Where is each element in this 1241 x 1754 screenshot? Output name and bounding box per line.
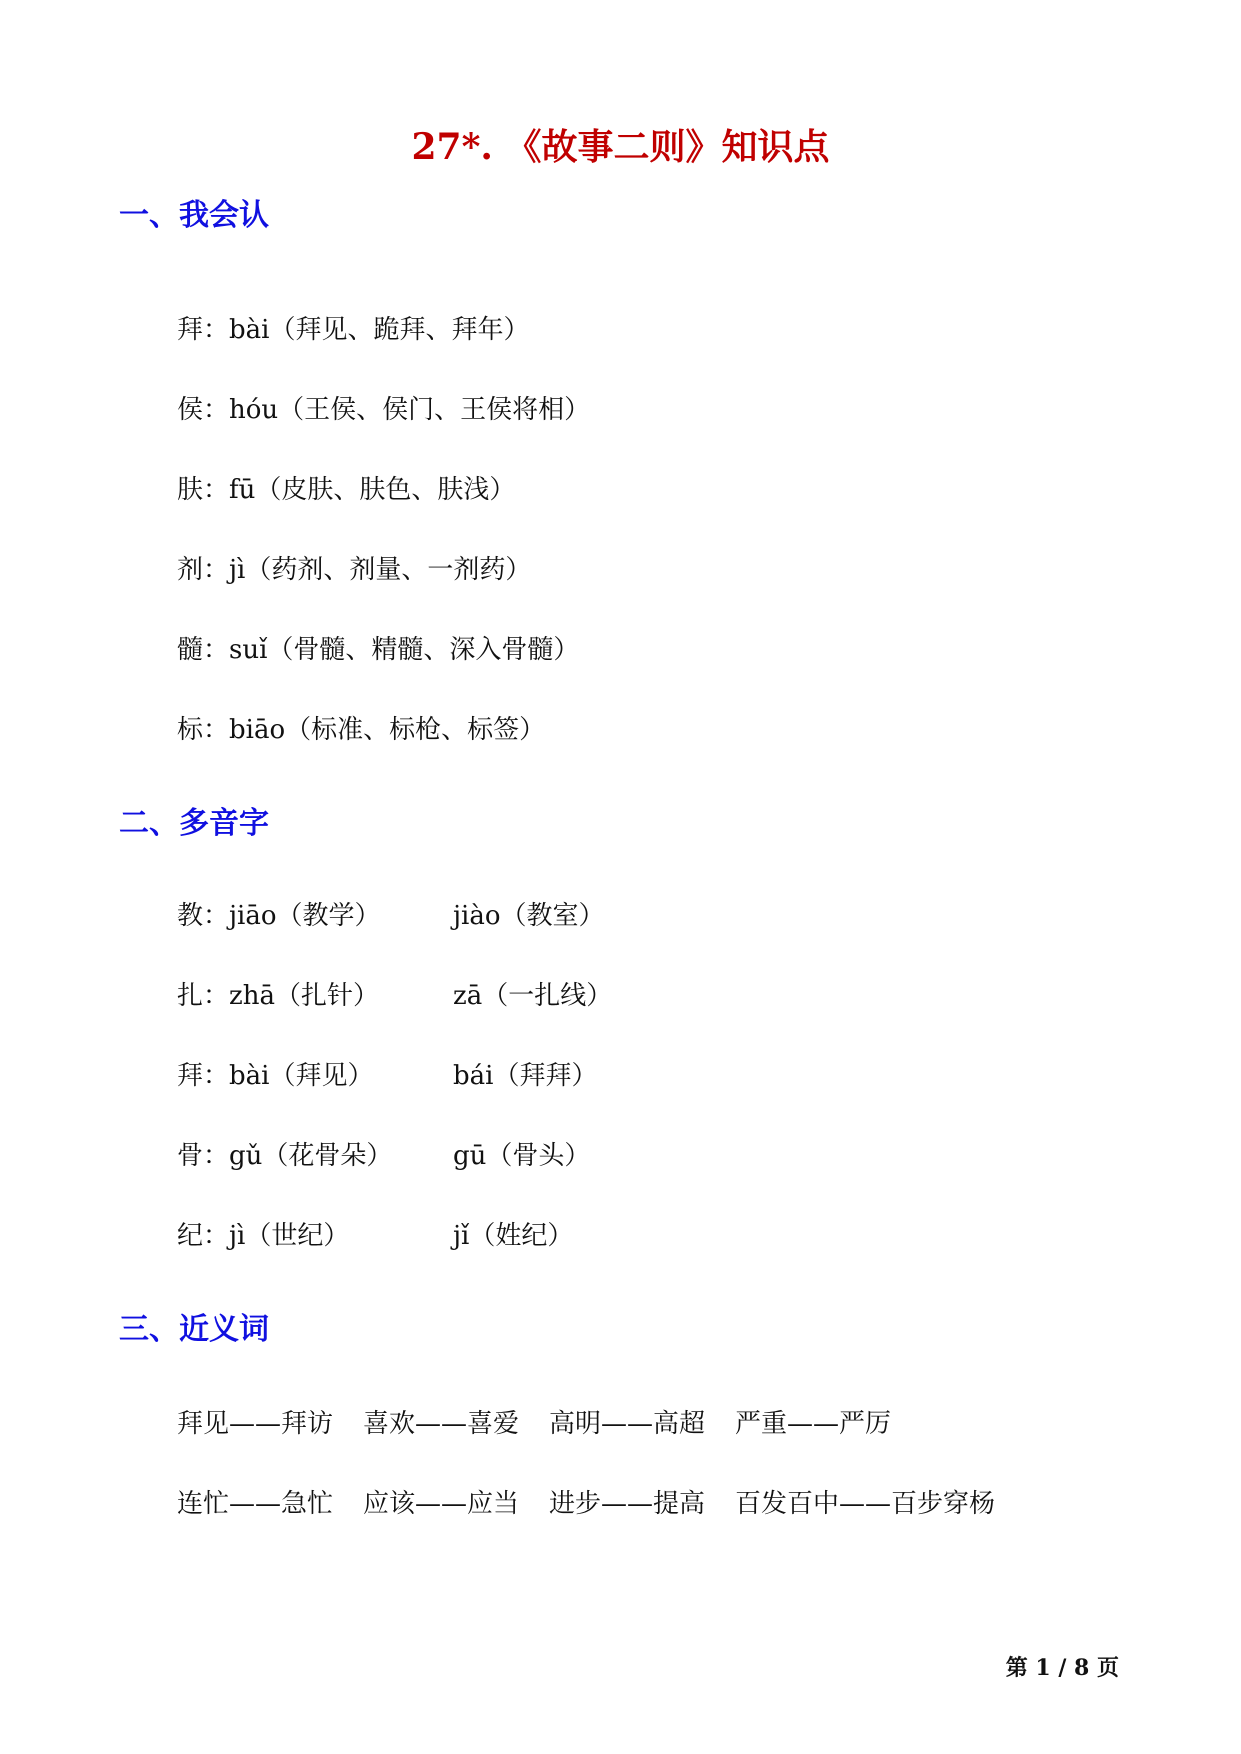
polyphone-reading-b: gū（骨头） (453, 1141, 591, 1171)
polyphone-reading-b: bái（拜拜） (453, 1061, 598, 1091)
list-item: 侯：hóu（王侯、侯门、王侯将相） (177, 395, 591, 425)
polyphone-reading-a: 纪：jì（世纪） (177, 1221, 350, 1251)
page-title: 27*. 《故事二则》知识点 (411, 126, 830, 168)
polyphone-reading-b: jiào（教室） (453, 901, 605, 931)
synonym-line (177, 1486, 1025, 1522)
polyphone-reading-a: 教：jiāo（教学） (177, 901, 381, 931)
polyphone-row (177, 1218, 573, 1254)
polyphone-reading-b: jǐ（姓纪） (453, 1221, 574, 1251)
synonym-pair: 拜见——拜访 (177, 1409, 334, 1439)
polyphone-reading-a: 扎：zhā（扎针） (177, 981, 379, 1011)
list-item: 拜：bài（拜见、跪拜、拜年） (177, 315, 530, 345)
page-number: 第 1 / 8 页 (1005, 1655, 1119, 1681)
polyphone-row (177, 1138, 590, 1174)
section-heading-polyphones: 二、多音字 (119, 806, 269, 841)
list-item: 肤：fū（皮肤、肤色、肤浅） (177, 475, 516, 505)
polyphone-row (177, 1058, 597, 1094)
polyphone-reading-a: 拜：bài（拜见） (177, 1061, 374, 1091)
synonym-pair: 进步——提高 (549, 1489, 706, 1519)
synonym-pair: 喜欢——喜爱 (363, 1409, 520, 1439)
polyphone-row (177, 898, 605, 934)
list-item: 剂：jì（药剂、剂量、一剂药） (177, 555, 532, 585)
section-heading-recognize: 一、我会认 (119, 198, 269, 233)
synonym-pair: 高明——高超 (549, 1409, 706, 1439)
synonym-pair: 连忙——急忙 (177, 1489, 334, 1519)
polyphone-row (177, 978, 612, 1014)
list-item: 标：biāo（标准、标枪、标签） (177, 715, 546, 745)
section-heading-synonyms: 三、近义词 (119, 1312, 269, 1347)
polyphone-reading-b: zā（一扎线） (453, 981, 613, 1011)
synonym-line (177, 1406, 921, 1442)
synonym-pair: 应该——应当 (363, 1489, 520, 1519)
synonym-pair: 严重——严厉 (735, 1409, 892, 1439)
synonym-pair: 百发百中——百步穿杨 (735, 1489, 996, 1519)
list-item: 髓：suǐ（骨髓、精髓、深入骨髓） (177, 635, 580, 665)
polyphone-reading-a: 骨：gǔ（花骨朵） (177, 1141, 393, 1171)
